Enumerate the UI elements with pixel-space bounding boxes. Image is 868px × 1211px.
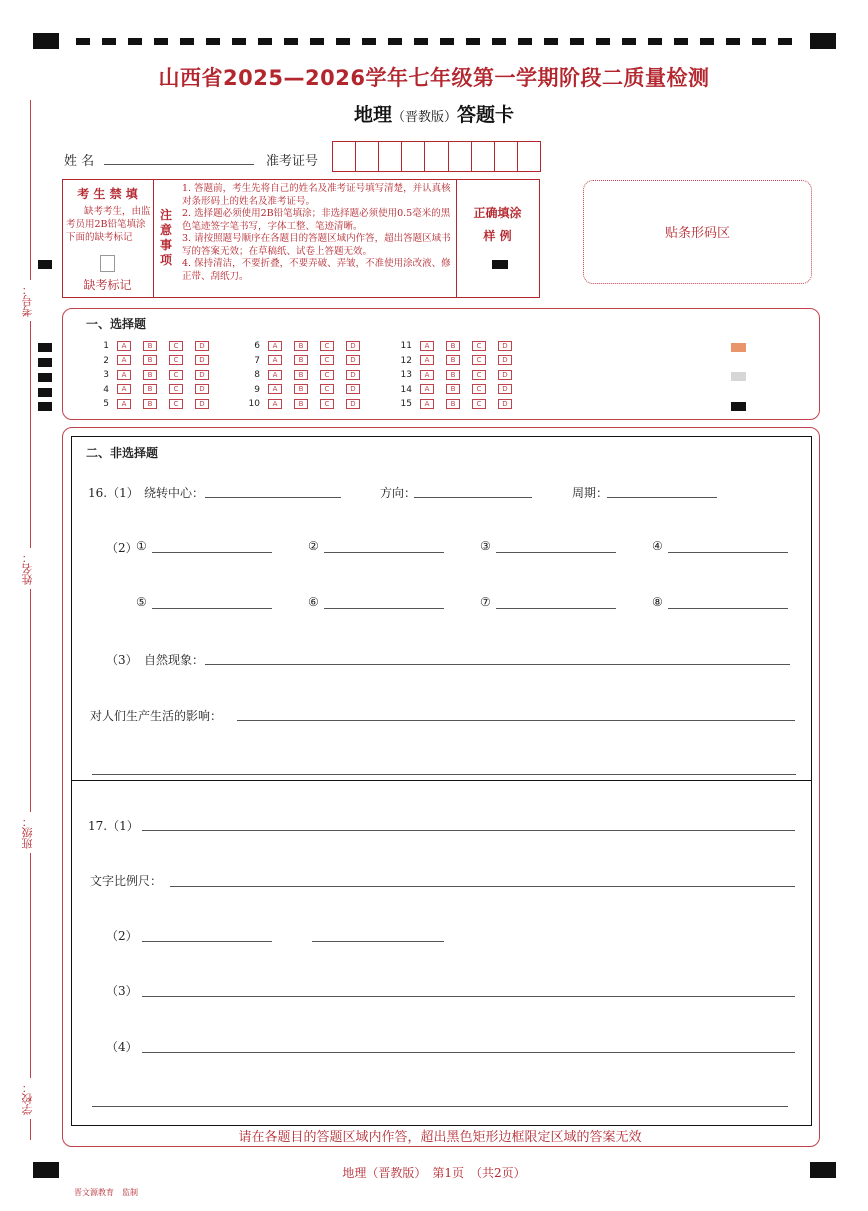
- q16-mark-3: ③: [480, 539, 491, 553]
- notice-item: 3. 请按照题号顺序在各题目的答题区域内作答，超出答题区域书写的答案无效；在草稿纸、试卷上答题无效。: [182, 233, 451, 257]
- absent-text: 缺考考生，由监考员用2B铅笔填涂下面的缺考标记: [66, 206, 151, 243]
- timing-bar: [76, 38, 796, 45]
- q17-part1-label: 17.（1）: [88, 819, 139, 833]
- timing-dash: [128, 38, 142, 45]
- choice-column: [388, 339, 524, 412]
- side-label-name: 姓名：: [20, 548, 36, 589]
- option-bubble-b[interactable]: B: [294, 384, 308, 394]
- option-bubble-a[interactable]: A: [117, 370, 131, 380]
- option-bubble-c[interactable]: C: [472, 384, 486, 394]
- option-bubble-d[interactable]: D: [346, 384, 360, 394]
- option-bubble-a[interactable]: A: [268, 370, 282, 380]
- option-bubble-a[interactable]: A: [268, 341, 282, 351]
- option-bubble-a[interactable]: A: [268, 399, 282, 409]
- subtitle: [0, 100, 868, 127]
- q17-scale-label: 文字比例尺：: [90, 874, 163, 888]
- barcode-label: 贴条形码区: [664, 226, 730, 241]
- side-guide-line: [30, 100, 31, 1140]
- q16-field-8[interactable]: [668, 608, 788, 609]
- notice-item: 2. 选择题必须使用2B铅笔填涂；非选择题必须使用0.5毫米的黑色笔迹签字笔书写，字体工整、笔迹清晰。: [182, 208, 451, 232]
- option-bubble-d[interactable]: D: [498, 399, 512, 409]
- option-bubble-a[interactable]: A: [268, 384, 282, 394]
- side-marker: [38, 343, 52, 352]
- option-bubble-b[interactable]: B: [143, 355, 157, 365]
- timing-mark-orange: [731, 343, 746, 352]
- q17-part2-label: （2）: [106, 929, 138, 943]
- choice-row: [388, 339, 524, 354]
- q17-part4-field[interactable]: [142, 1052, 795, 1053]
- choice-row: [85, 397, 221, 412]
- option-bubble-b[interactable]: B: [446, 384, 460, 394]
- timing-dash: [414, 38, 428, 45]
- timing-dash: [310, 38, 324, 45]
- option-bubble-b[interactable]: B: [294, 341, 308, 351]
- side-marker: [38, 358, 52, 367]
- question-number: 6: [254, 341, 260, 351]
- q16-center-field[interactable]: [205, 497, 341, 498]
- question-number: 7: [254, 355, 260, 366]
- timing-dash: [362, 38, 376, 45]
- exam-no-label: 准考证号: [266, 154, 319, 169]
- q16-impact-field-2[interactable]: [92, 774, 796, 775]
- timing-dash: [336, 38, 350, 45]
- footer-warning: 请在各题目的答题区域内作答，超出黑色矩形边框限定区域的答案无效: [238, 1130, 642, 1145]
- option-bubble-d[interactable]: D: [195, 370, 209, 380]
- choice-row: [388, 368, 524, 383]
- notice-item: 1. 答题前，考生先将自己的姓名及准考证号填写清楚，并认真核对条形码上的姓名及准考证号。: [182, 183, 451, 207]
- absent-title: 考 生 禁 填: [77, 187, 138, 201]
- choice-row: [85, 339, 221, 354]
- question-number: 11: [400, 341, 412, 351]
- side-label-school: 学校：: [20, 1078, 36, 1119]
- choice-row: [85, 383, 221, 398]
- choice-row: [236, 339, 372, 354]
- q17-part2-field-1[interactable]: [142, 941, 272, 942]
- q16-field-6[interactable]: [324, 608, 444, 609]
- option-bubble-d[interactable]: D: [346, 370, 360, 380]
- q16-field-5[interactable]: [152, 608, 272, 609]
- question-number: 8: [254, 370, 260, 380]
- question-number: 15: [400, 399, 412, 409]
- name-label: 姓 名: [64, 154, 95, 169]
- option-bubble-d[interactable]: D: [346, 355, 360, 365]
- timing-dash: [180, 38, 194, 45]
- option-bubble-d[interactable]: D: [346, 399, 360, 409]
- choice-row: [236, 397, 372, 412]
- answer-section-title: 二、非选择题: [86, 446, 159, 460]
- timing-dash: [232, 38, 246, 45]
- q17-scale-field[interactable]: [170, 886, 795, 887]
- side-label-exam-no: 考号：: [20, 280, 36, 321]
- choice-column: [85, 339, 221, 412]
- timing-dash: [154, 38, 168, 45]
- option-bubble-d[interactable]: D: [498, 370, 512, 380]
- card-label: 答题卡: [457, 104, 515, 126]
- q16-period-label: 周期：: [572, 486, 609, 500]
- notice-item: 4. 保持清洁，不要折叠，不要弄破、弄皱，不准使用涂改液、修正带、刮纸刀。: [182, 258, 451, 282]
- q16-part2-label: （2）: [106, 541, 138, 555]
- choice-row: [85, 354, 221, 369]
- option-bubble-a[interactable]: A: [420, 341, 434, 351]
- option-bubble-a[interactable]: A: [420, 370, 434, 380]
- q16-part1-label: 16.（1）: [88, 486, 139, 500]
- timing-dash: [102, 38, 116, 45]
- option-bubble-c[interactable]: C: [320, 341, 334, 351]
- timing-dash: [752, 38, 766, 45]
- option-bubble-a[interactable]: A: [117, 355, 131, 365]
- timing-dash: [258, 38, 272, 45]
- option-bubble-c[interactable]: C: [169, 384, 183, 394]
- option-bubble-b[interactable]: B: [143, 370, 157, 380]
- q17-part4-label: （4）: [106, 1040, 138, 1054]
- q17-part3-label: （3）: [106, 984, 138, 998]
- corner-mark-top-right: [810, 33, 836, 49]
- timing-dash: [206, 38, 220, 45]
- option-bubble-a[interactable]: A: [420, 399, 434, 409]
- timing-dash: [778, 38, 792, 45]
- option-bubble-b[interactable]: B: [446, 355, 460, 365]
- choice-row: [388, 354, 524, 369]
- sample-title: 正确填涂: [473, 206, 522, 220]
- timing-dash: [440, 38, 454, 45]
- option-bubble-b[interactable]: B: [446, 399, 460, 409]
- q16-field-7[interactable]: [496, 608, 616, 609]
- question-number: 9: [254, 384, 260, 395]
- q16-mark-1: ①: [136, 539, 147, 553]
- option-bubble-c[interactable]: C: [320, 355, 334, 365]
- timing-dash: [648, 38, 662, 45]
- choice-section-title: 一、选择题: [86, 317, 147, 331]
- option-bubble-a[interactable]: A: [268, 355, 282, 365]
- side-marker: [38, 373, 52, 382]
- timing-dash: [596, 38, 610, 45]
- timing-dash: [544, 38, 558, 45]
- absent-divider: [153, 179, 154, 297]
- option-bubble-d[interactable]: D: [498, 384, 512, 394]
- option-bubble-c[interactable]: C: [472, 370, 486, 380]
- q16-mark-7: ⑦: [480, 595, 491, 609]
- option-bubble-b[interactable]: B: [446, 341, 460, 351]
- timing-mark-gray: [731, 372, 746, 381]
- question-number: 12: [400, 355, 412, 366]
- timing-dash: [570, 38, 584, 45]
- option-bubble-c[interactable]: C: [320, 399, 334, 409]
- timing-dash: [466, 38, 480, 45]
- q16-field-3[interactable]: [496, 552, 616, 553]
- option-bubble-d[interactable]: D: [195, 341, 209, 351]
- q17-part1-field[interactable]: [142, 830, 795, 831]
- q16-field-1[interactable]: [152, 552, 272, 553]
- sample-sub: 样 例: [483, 229, 512, 243]
- option-bubble-b[interactable]: B: [446, 370, 460, 380]
- timing-dash: [674, 38, 688, 45]
- q16-direction-label: 方向：: [380, 486, 417, 500]
- timing-dash: [726, 38, 740, 45]
- option-bubble-a[interactable]: A: [117, 399, 131, 409]
- question-number: 4: [103, 384, 109, 395]
- subject-label: 地理: [353, 104, 392, 126]
- q16-mark-8: ⑧: [652, 595, 663, 609]
- timing-mark-black: [731, 402, 746, 411]
- option-bubble-d[interactable]: D: [498, 341, 512, 351]
- timing-dash: [492, 38, 506, 45]
- q16-phenomenon-label: 自然现象：: [144, 653, 205, 667]
- option-bubble-c[interactable]: C: [320, 370, 334, 380]
- sample-filled-bubble: [492, 260, 508, 269]
- option-bubble-a[interactable]: A: [117, 384, 131, 394]
- q16-direction-field[interactable]: [414, 497, 532, 498]
- q17-part4-field-2[interactable]: [92, 1106, 788, 1107]
- q16-phenomenon-field[interactable]: [205, 664, 790, 665]
- timing-dash: [76, 38, 90, 45]
- side-marker: [38, 402, 52, 411]
- question-number: 2: [103, 355, 109, 366]
- timing-dash: [518, 38, 532, 45]
- option-bubble-d[interactable]: D: [195, 399, 209, 409]
- page-title: 山西省2025—2026学年七年级第一学期阶段二质量检测: [158, 66, 710, 90]
- question-number: 3: [103, 370, 109, 380]
- q17-part3-field[interactable]: [142, 996, 795, 997]
- q16-mark-5: ⑤: [136, 595, 147, 609]
- q16-center-label: 绕转中心：: [144, 486, 205, 500]
- option-bubble-a[interactable]: A: [420, 384, 434, 394]
- timing-dash: [622, 38, 636, 45]
- option-bubble-b[interactable]: B: [143, 341, 157, 351]
- option-bubble-c[interactable]: C: [472, 355, 486, 365]
- option-bubble-d[interactable]: D: [195, 384, 209, 394]
- option-bubble-c[interactable]: C: [169, 341, 183, 351]
- choice-row: [388, 397, 524, 412]
- option-bubble-c[interactable]: C: [169, 399, 183, 409]
- question-number: 14: [400, 384, 412, 395]
- option-bubble-d[interactable]: D: [195, 355, 209, 365]
- q17-part2-field-2[interactable]: [312, 941, 444, 942]
- option-bubble-b[interactable]: B: [294, 399, 308, 409]
- choice-row: [236, 368, 372, 383]
- option-bubble-b[interactable]: B: [294, 355, 308, 365]
- name-field[interactable]: [104, 164, 254, 165]
- option-bubble-b[interactable]: B: [143, 399, 157, 409]
- choice-row: [388, 383, 524, 398]
- exam-no-boxes[interactable]: [332, 141, 541, 172]
- option-bubble-d[interactable]: D: [498, 355, 512, 365]
- choice-row: [85, 368, 221, 383]
- q16-impact-label: 对人们生产生活的影响：: [90, 709, 223, 723]
- option-bubble-c[interactable]: C: [169, 355, 183, 365]
- timing-dash: [388, 38, 402, 45]
- option-bubble-a[interactable]: A: [117, 341, 131, 351]
- timing-dash: [284, 38, 298, 45]
- option-bubble-d[interactable]: D: [346, 341, 360, 351]
- q16-part3-label: （3）: [106, 653, 138, 667]
- notice-title: 注意事项: [160, 208, 173, 267]
- option-bubble-b[interactable]: B: [143, 384, 157, 394]
- timing-dash: [700, 38, 714, 45]
- question-number: 13: [400, 370, 412, 380]
- footer-publisher: 晋文源教育 监制: [74, 1188, 138, 1197]
- edition-label: （晋教版）: [391, 110, 457, 125]
- q16-field-4[interactable]: [668, 552, 788, 553]
- side-marker: [38, 260, 52, 269]
- q16-mark-2: ②: [308, 539, 319, 553]
- absent-mark-box[interactable]: [100, 255, 115, 272]
- footer-page: 地理（晋教版） 第1页 （共2页）: [342, 1166, 526, 1180]
- q16-period-field[interactable]: [607, 497, 717, 498]
- choice-row: [236, 383, 372, 398]
- corner-mark-top-left: [33, 33, 59, 49]
- option-bubble-c[interactable]: C: [472, 399, 486, 409]
- option-bubble-c[interactable]: C: [169, 370, 183, 380]
- q16-mark-4: ④: [652, 539, 663, 553]
- question-number: 10: [248, 399, 260, 409]
- choice-row: [236, 354, 372, 369]
- question-number: 5: [103, 399, 109, 409]
- absent-mark-label: 缺考标记: [83, 278, 132, 292]
- option-bubble-b[interactable]: B: [294, 370, 308, 380]
- q16-field-2[interactable]: [324, 552, 444, 553]
- side-marker: [38, 388, 52, 397]
- q16-mark-6: ⑥: [308, 595, 319, 609]
- notice-list: [182, 183, 452, 283]
- option-bubble-a[interactable]: A: [420, 355, 434, 365]
- answer-divider: [71, 780, 811, 781]
- answer-frame: [71, 436, 812, 1126]
- q16-impact-field[interactable]: [237, 720, 795, 721]
- choice-column: [236, 339, 372, 412]
- side-label-class: 班级：: [20, 812, 36, 853]
- question-number: 1: [103, 341, 109, 351]
- option-bubble-c[interactable]: C: [472, 341, 486, 351]
- option-bubble-c[interactable]: C: [320, 384, 334, 394]
